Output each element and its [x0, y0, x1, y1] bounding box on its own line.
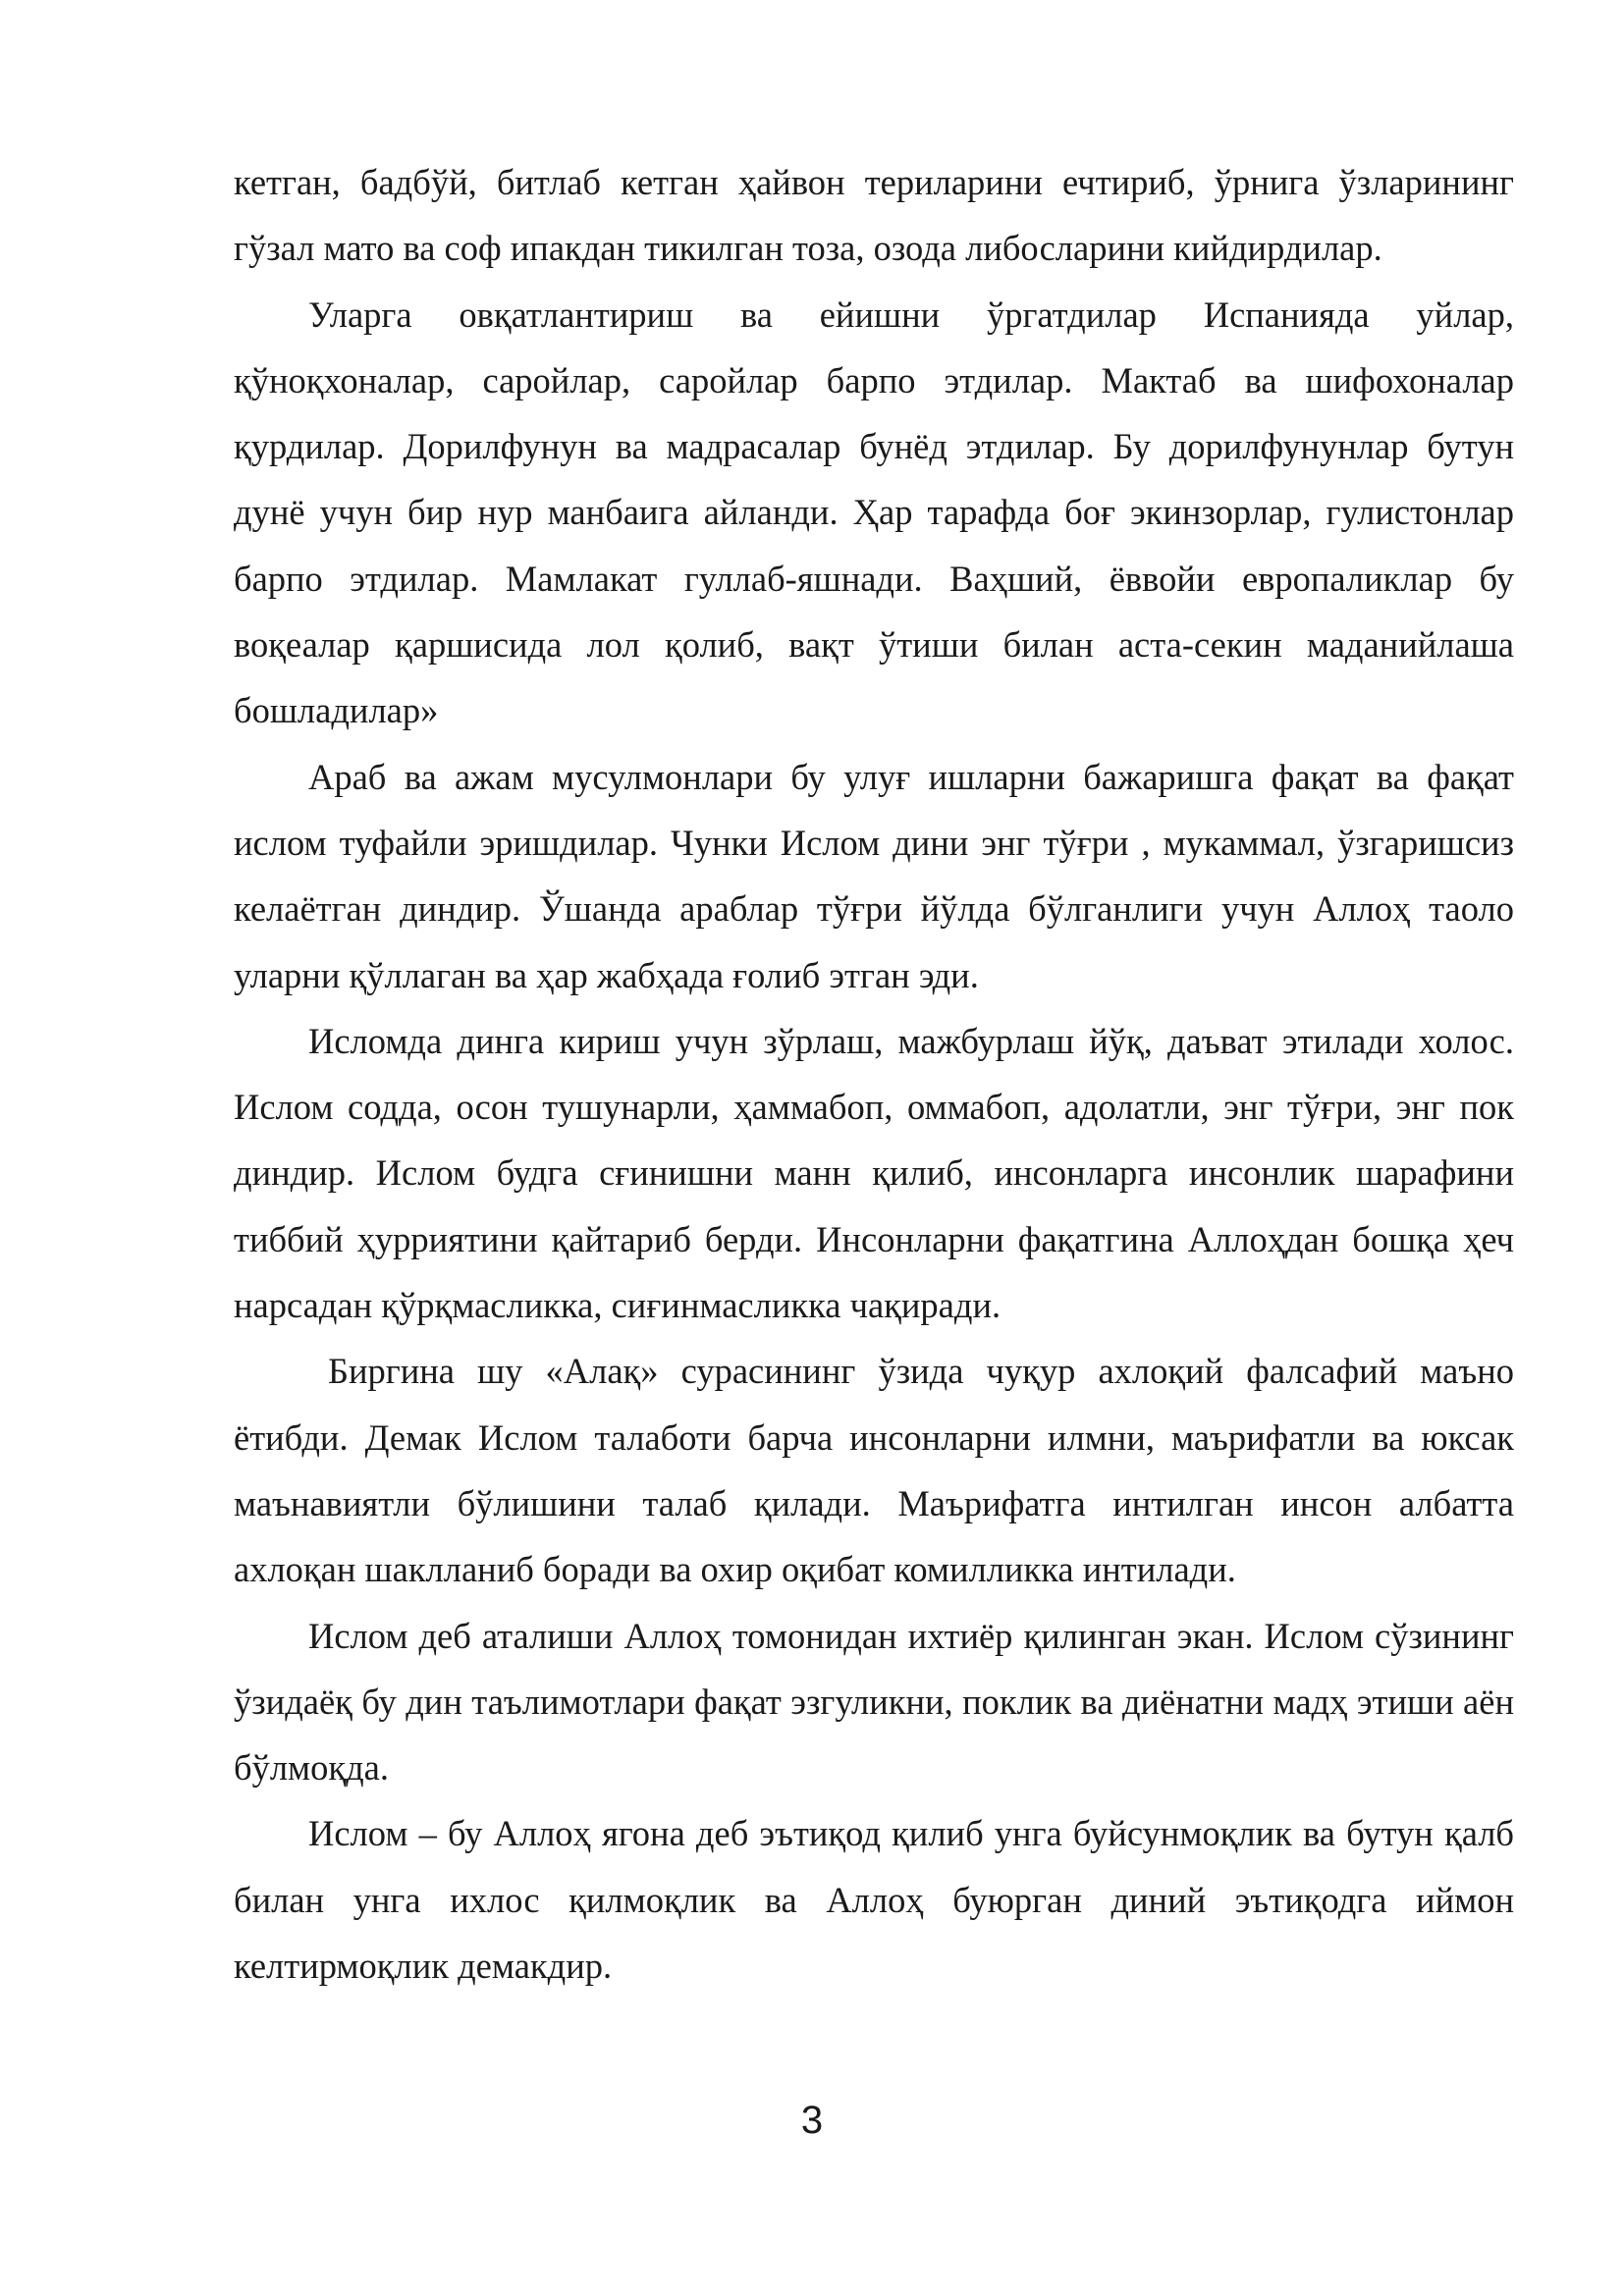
paragraph-arab-muslims: Араб ва ажам мусулмонлари бу улуғ ишларни бажаришга фақат ва фақат ислом туфайли эришдилар. Чунки Ислом дини энг тўғри , мукаммал, ўзгаришсиз келаётган диндир. Ўшанда араблар тўғри йўлда бўлганлиги учун Аллоҳ таоло уларни қўллаган ва ҳар жабҳада ғолиб этган эди.: [234, 756, 1514, 995]
body-text: [234, 149, 1514, 1999]
paragraph-spain-achievements: Уларга овқатлантириш ва ейишни ўргатдилар Испанияда уйлар, қўноқхоналар, саройлар, саройлар барпо этдилар. Мактаб ва шифохоналар қурдилар. Дорилфунун ва мадрасалар бунёд этдилар. Бу дорилфунунлар бутун дунё учун бир нур манбаига айланди. Ҳар тарафда боғ экинзорлар, гулистонлар барпо этдилар. Мамлакат гуллаб-яшнади. Ваҳший, ёввойи европаликлар бу воқеалар қаршисида лол қолиб, вақт ўтиши билан аста-секин маданийлаша бошладилар»: [234, 294, 1514, 731]
paragraph-definition-islam: Ислом – бу Аллоҳ ягона деб эътиқод қилиб унга буйсунмоқлик ва бутун қалб билан унга ихлос қилмоқлик ва Аллоҳ буюрган диний эътиқодга иймон келтирмоқлик демакдир.: [234, 1813, 1514, 1987]
paragraph-name-islam: Ислом деб аталиши Аллоҳ томонидан ихтиёр қилинган экан. Ислом сўзининг ўзидаёқ бу дин таълимотлари фақат эзгуликни, поклик ва диёнатни мадҳ этиши аён бўлмоқда.: [234, 1615, 1514, 1789]
paragraph-surah-alaq: Биргина шу «Алақ» сурасининг ўзида чуқур ахлоқий фалсафий маъно ётибди. Демак Ислом талаботи барча инсонларни илмни, маърифатли ва юксак маънавиятли бўлишини талаб қилади. Маърифатга интилган инсон албатта ахлоқан шаклланиб боради ва охир оқибат комилликка интилади.: [234, 1351, 1514, 1590]
page-number: 3: [800, 2099, 824, 2142]
paragraph-no-compulsion: Исломда динга кириш учун зўрлаш, мажбурлаш йўқ, даъват этилади холос. Ислом содда, осон тушунарли, ҳаммабоп, оммабоп, адолатли, энг тўғри, энг пок диндир. Ислом будга сғинишни манн қилиб, инсонларга инсонлик шарафини тиббий ҳурриятини қайтариб берди. Инсонларни фақатгина Аллоҳдан бошқа ҳеч нарсадан қўрқмасликка, сиғинмасликка чақиради.: [234, 1020, 1514, 1326]
paragraph-continuation: кетган, бадбўй, битлаб кетган ҳайвон териларини ечтириб, ўрнига ўзларининг гўзал мато ва соф ипакдан тикилган тоза, озода либосларини кийдирдилар.: [234, 162, 1514, 269]
